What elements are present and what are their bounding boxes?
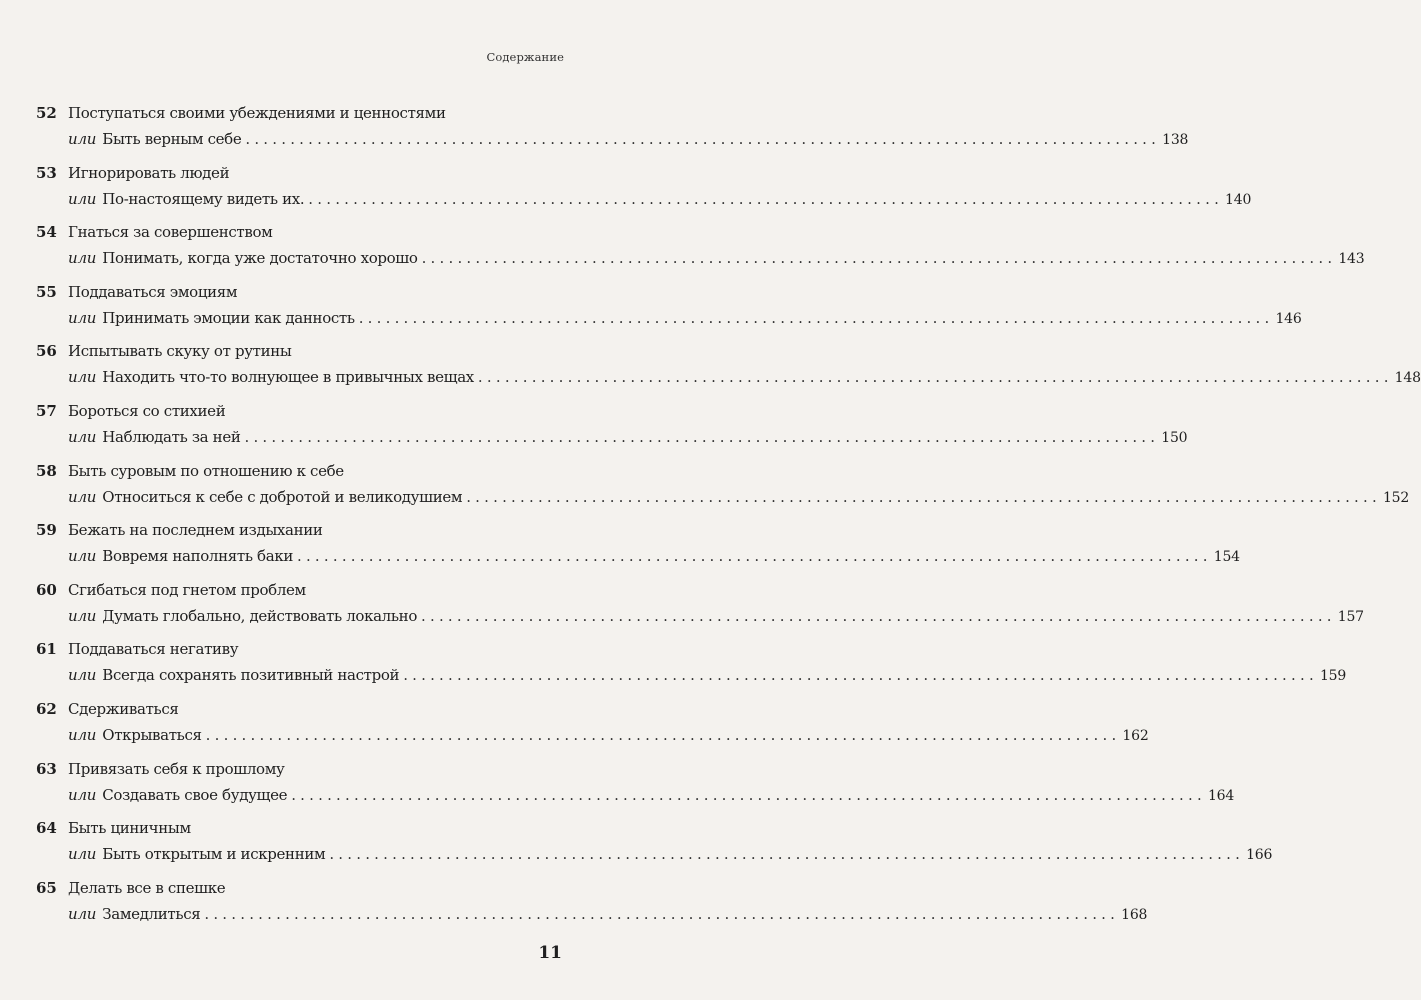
entry-page-number: 148 — [1394, 370, 1421, 387]
toc-entry — [36, 458, 1410, 518]
or-word: или — [68, 308, 97, 327]
entry-title: Сгибаться под гнетом проблем — [68, 580, 306, 599]
toc-entry — [36, 338, 1421, 398]
entry-page-number: 140 — [1225, 191, 1252, 208]
entry-page-number: 168 — [1121, 906, 1148, 923]
entry-title: Поступаться своими убеждениями и ценностями — [68, 104, 446, 122]
entry-number: 53 — [36, 163, 57, 182]
folio-page-number: 11 — [538, 943, 562, 963]
entry-title: Поддаваться эмоциям — [68, 282, 238, 301]
entry-title: Испытывать скуку от рутины — [68, 342, 292, 361]
entry-number: 56 — [36, 342, 57, 361]
entry-page-number: 138 — [1162, 132, 1189, 148]
toc-entry — [36, 279, 1302, 339]
or-word: или — [68, 368, 97, 387]
entry-page-number: 150 — [1161, 429, 1188, 446]
dot-leader: ...................................................................................................... — [297, 547, 1212, 566]
entry-number: 54 — [36, 223, 57, 242]
entry-title: Игнорировать людей — [68, 163, 230, 182]
entry-number: 59 — [36, 521, 57, 540]
entry-alternative: Быть открытым и искренним — [102, 845, 326, 864]
dot-leader: ...................................................................................................... — [245, 130, 1161, 148]
or-word: или — [68, 189, 97, 208]
dot-leader: ...................................................................................................... — [205, 725, 1121, 744]
entry-page-number: 162 — [1122, 727, 1149, 744]
dot-leader: ...................................................................................................... — [329, 845, 1245, 864]
entry-page-number: 159 — [1319, 668, 1347, 685]
entry-title: Бежать на последнем издыхании — [68, 521, 323, 540]
or-word: или — [68, 249, 97, 268]
entry-alternative: Принимать эмоции как данность — [102, 308, 355, 327]
entry-title: Бороться со стихией — [68, 401, 226, 420]
entry-number: 60 — [36, 580, 57, 599]
toc-entry — [36, 219, 1365, 279]
entry-number: 55 — [36, 282, 57, 301]
entry-title: Поддаваться негативу — [68, 640, 239, 659]
toc-entry — [36, 577, 1364, 637]
entry-alternative: Всегда сохранять позитивный настрой — [102, 666, 400, 685]
entry-title: Гнаться за совершенством — [68, 223, 273, 242]
entry-title: Делать все в спешке — [68, 878, 226, 897]
toc-entry — [36, 398, 1188, 458]
dot-leader: ...................................................................................................... — [477, 368, 1393, 387]
entry-number: 58 — [36, 461, 57, 480]
toc-entry — [36, 696, 1149, 756]
entry-alternative: Относиться к себе с добротой и великодушием — [102, 487, 463, 506]
or-word: или — [68, 666, 97, 685]
entry-alternative: Открываться — [102, 725, 202, 744]
toc-entry — [36, 815, 1273, 875]
or-word: или — [68, 904, 97, 923]
or-word: или — [68, 785, 97, 804]
entry-alternative: Создавать свое будущее — [102, 785, 288, 804]
or-word: или — [68, 487, 97, 506]
dot-leader: ...................................................................................................... — [291, 785, 1206, 804]
entry-page-number: 146 — [1275, 310, 1302, 327]
entry-alternative: По-настоящему видеть их. — [102, 189, 305, 208]
entry-alternative: Думать глобально, действовать локально — [102, 606, 418, 625]
entry-title: Быть суровым по отношению к себе — [68, 461, 344, 480]
running-head: Содержание — [486, 50, 564, 64]
entry-page-number: 164 — [1207, 787, 1235, 804]
toc-entry — [36, 517, 1240, 577]
or-word: или — [68, 427, 97, 446]
dot-leader: ...................................................................................................... — [403, 666, 1318, 685]
or-word: или — [68, 606, 97, 625]
dot-leader: ...................................................................................................... — [244, 427, 1160, 446]
or-word: или — [68, 845, 97, 864]
or-word: или — [68, 547, 97, 566]
entry-title: Быть циничным — [68, 819, 191, 838]
entry-alternative: Замедлиться — [102, 904, 201, 923]
entry-number: 61 — [36, 640, 57, 659]
entry-number: 65 — [36, 878, 57, 897]
entry-page-number: 143 — [1338, 251, 1365, 268]
table-of-contents — [36, 100, 1421, 934]
entry-alternative: Понимать, когда уже достаточно хорошо — [102, 249, 418, 268]
entry-page-number: 157 — [1337, 608, 1364, 625]
entry-alternative: Находить что-то волнующее в привычных вещах — [102, 368, 474, 387]
toc-entry — [36, 636, 1347, 696]
toc-entry — [36, 100, 1189, 160]
entry-number: 52 — [36, 104, 57, 122]
toc-entry — [36, 160, 1252, 220]
dot-leader: ...................................................................................................... — [358, 308, 1274, 327]
entry-alternative: Вовремя наполнять баки — [102, 547, 293, 566]
entry-alternative: Наблюдать за ней — [102, 427, 241, 446]
entry-number: 62 — [36, 699, 57, 718]
dot-leader: ...................................................................................................... — [421, 606, 1336, 625]
entry-number: 64 — [36, 819, 57, 838]
toc-entry — [36, 875, 1148, 935]
entry-title: Сдерживаться — [68, 699, 179, 718]
dot-leader: ...................................................................................................... — [466, 487, 1381, 506]
or-word: или — [68, 130, 97, 148]
entry-page-number: 166 — [1246, 847, 1273, 864]
entry-page-number: 152 — [1382, 489, 1410, 506]
dot-leader: ...................................................................................................... — [308, 189, 1224, 208]
dot-leader: ...................................................................................................... — [204, 904, 1120, 923]
entry-page-number: 154 — [1213, 549, 1240, 566]
entry-title: Привязать себя к прошлому — [68, 759, 285, 778]
entry-number: 57 — [36, 401, 57, 420]
dot-leader: ...................................................................................................... — [421, 249, 1337, 268]
entry-number: 63 — [36, 759, 57, 778]
entry-alternative: Быть верным себе — [102, 130, 242, 148]
or-word: или — [68, 725, 97, 744]
toc-entry — [36, 756, 1235, 816]
